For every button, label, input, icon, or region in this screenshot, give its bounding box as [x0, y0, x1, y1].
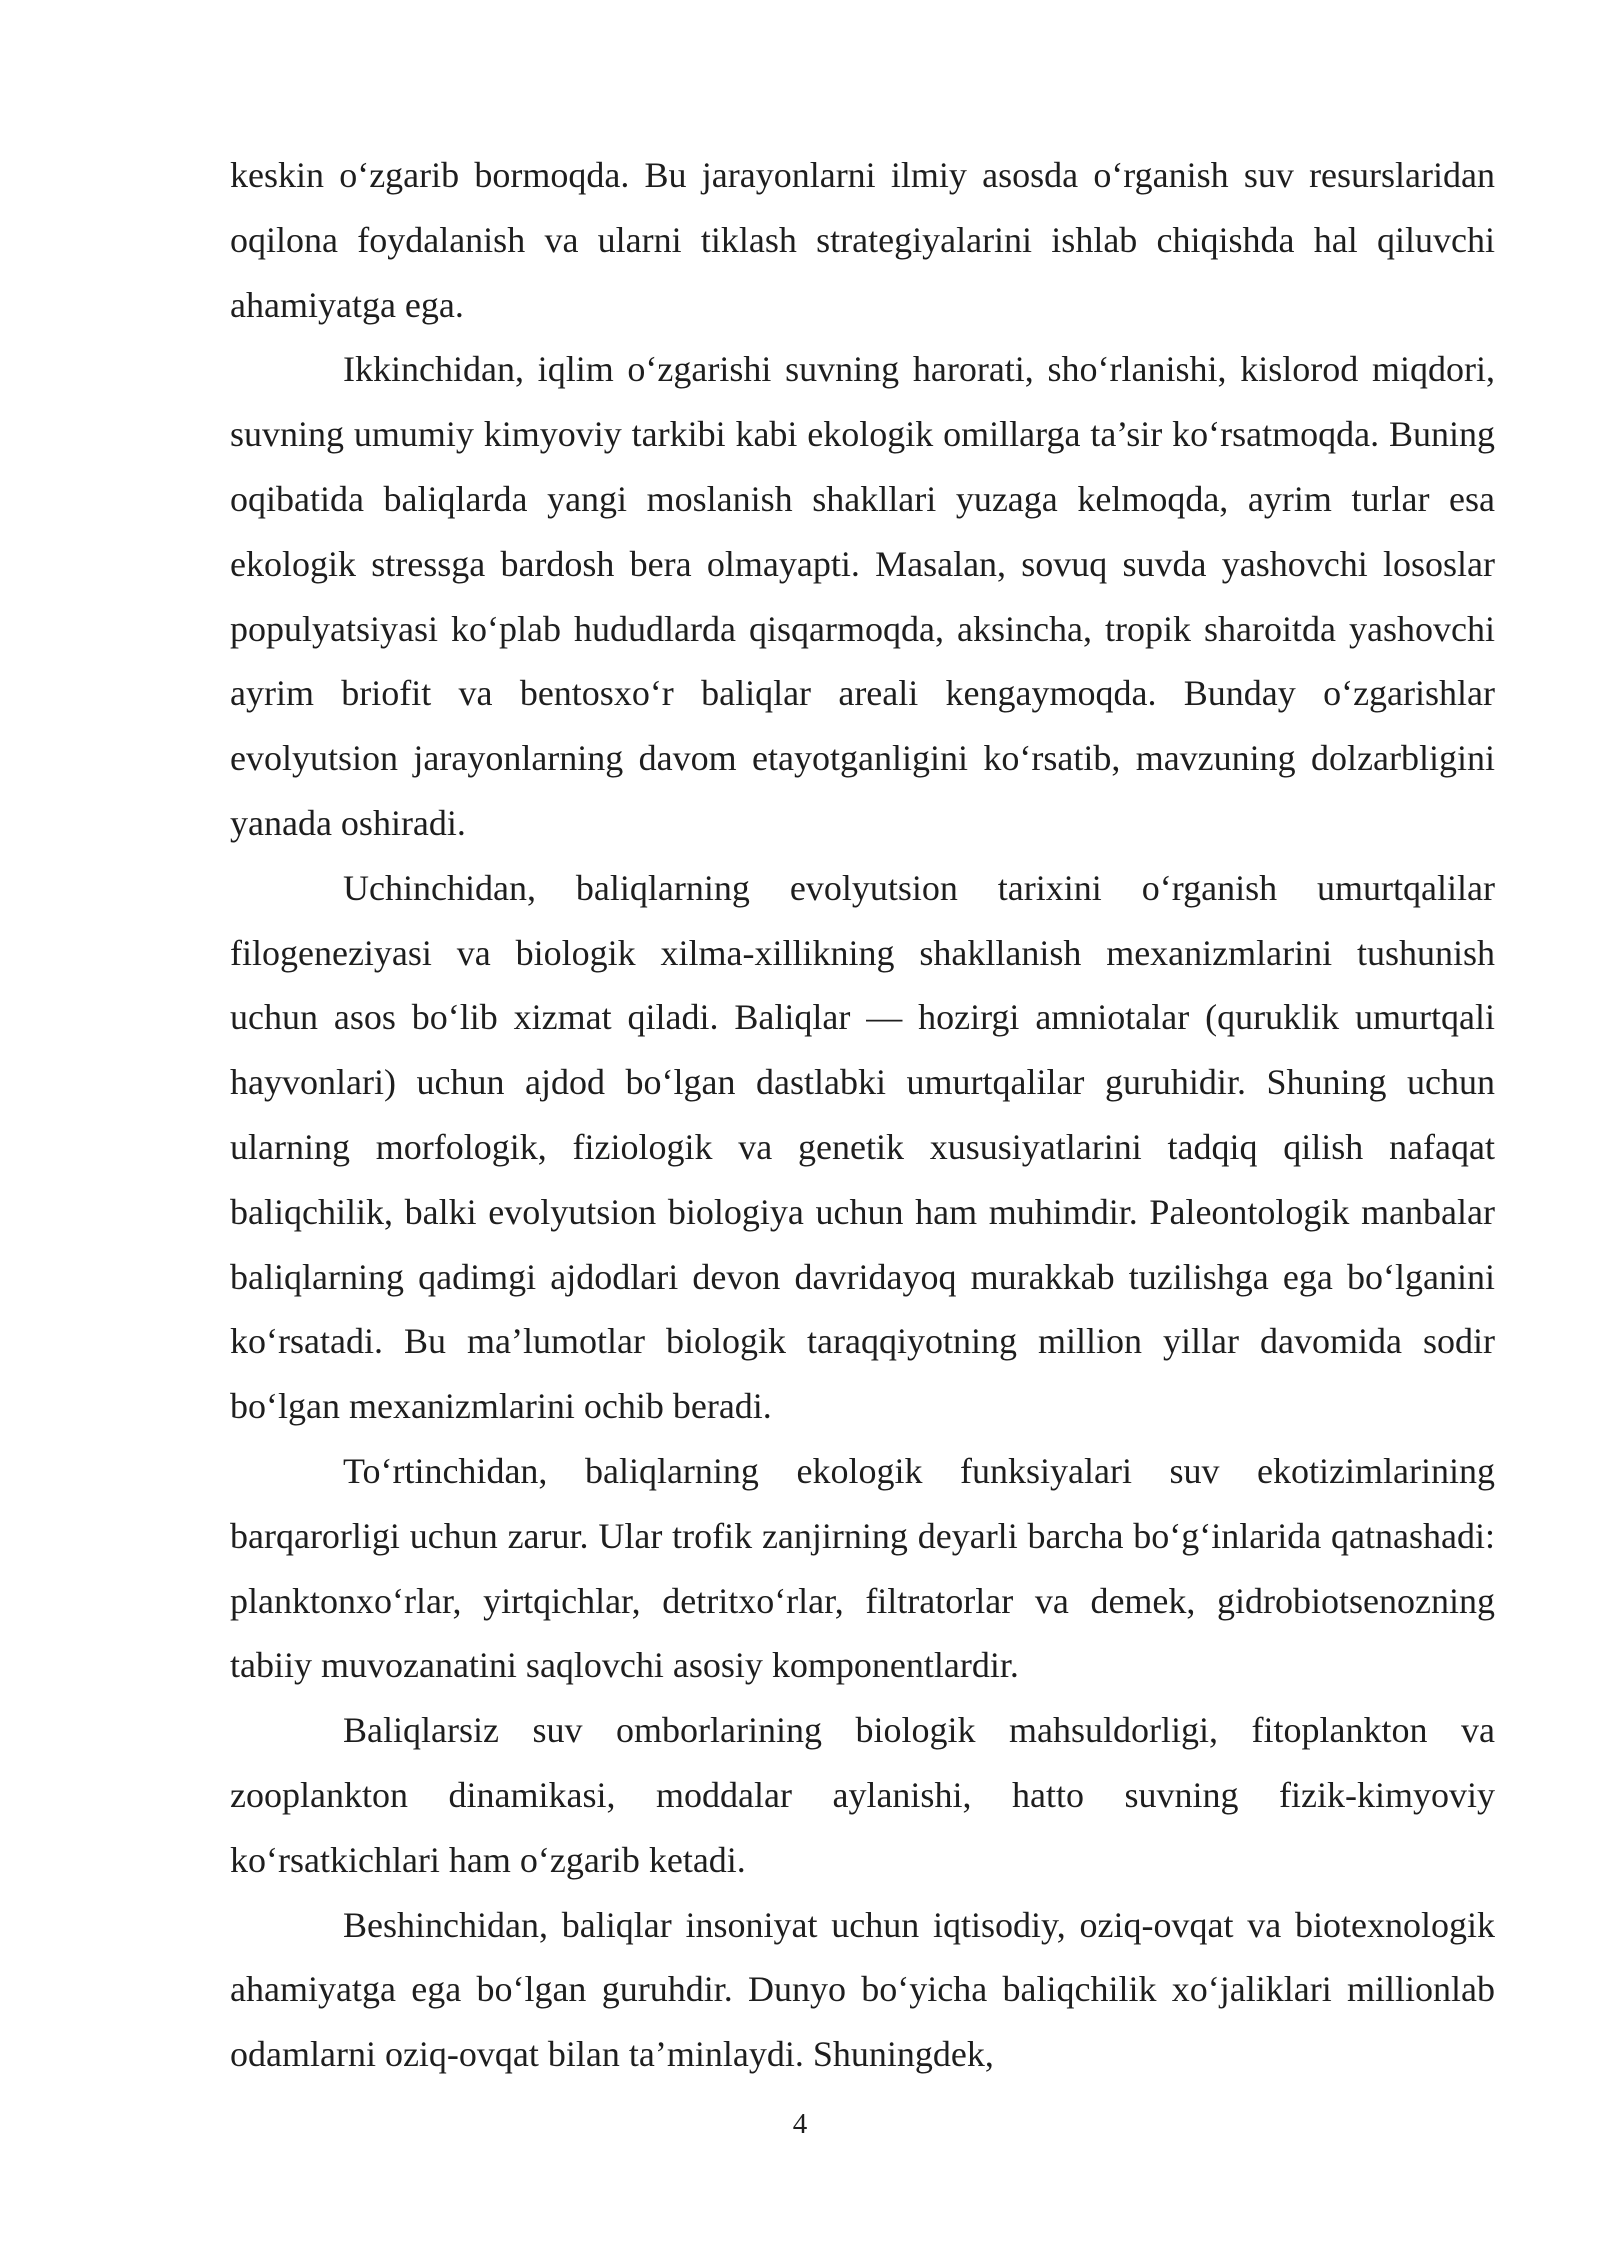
paragraph-continuation: keskin o‘zgarib bormoqda. Bu jarayonlarni ilmiy asosda o‘rganish suv resurslaridan oqilona foydalanish va ularni tiklash strategiyalarini ishlab chiqishda hal qiluvchi ahamiyatga ega.	[230, 155, 1495, 325]
body-text	[230, 143, 1495, 2087]
page-number: 4	[792, 2108, 808, 2140]
paragraph-ikkinchidan: Ikkinchidan, iqlim o‘zgarishi suvning harorati, sho‘rlanishi, kislorod miqdori, suvning umumiy kimyoviy tarkibi kabi ekologik omillarga ta’sir ko‘rsatmoqda. Buning oqibatida baliqlarda yangi moslanish shakllari yuzaga kelmoqda, ayrim turlar esa ekologik stressga bardosh bera olmayapti. Masalan, sovuq suvda yashovchi lososlar populyatsiyasi ko‘plab hududlarda qisqarmoqda, aksincha, tropik sharoitda yashovchi ayrim briofit va bentosxo‘r baliqlar areali kengaymoqda. Bunday o‘zgarishlar evolyutsion jarayonlarning davom etayotganligini ko‘rsatib, mavzuning dolzarbligini yanada oshiradi.	[230, 349, 1495, 843]
paragraph-baliqlarsiz: Baliqlarsiz suv omborlarining biologik mahsuldorligi, fitoplankton va zooplankton dinamikasi, moddalar aylanishi, hatto suvning fizik-kimyoviy ko‘rsatkichlari ham o‘zgarib ketadi.	[230, 1710, 1495, 1880]
paragraph-tortinchidan: To‘rtinchidan, baliqlarning ekologik funksiyalari suv ekotizimlarining barqarorligi uchun zarur. Ular trofik zanjirning deyarli barcha bo‘g‘inlarida qatnashadi: planktonxo‘rlar, yirtqichlar, detritxo‘rlar, filtratorlar va demek, gidrobiotsenozning tabiiy muvozanatini saqlovchi asosiy komponentlardir.	[230, 1450, 1495, 1686]
paragraph-uchinchidan: Uchinchidan, baliqlarning evolyutsion tarixini o‘rganish umurtqalilar filogeneziyasi va biologik xilma-xillikning shakllanish mexanizmlarini tushunish uchun asos bo‘lib xizmat qiladi. Baliqlar — hozirgi amniotalar (quruklik umurtqali hayvonlari) uchun ajdod bo‘lgan dastlabki umurtqalilar guruhidir. Shuning uchun ularning morfologik, fiziologik va genetik xususiyatlarini tadqiq qilish nafaqat baliqchilik, balki evolyutsion biologiya uchun ham muhimdir. Paleontologik manbalar baliqlarning qadimgi ajdodlari devon davridayoq murakkab tuzilishga ega bo‘lganini ko‘rsatadi. Bu ma’lumotlar biologik taraqqiyotning million yillar davomida sodir bo‘lgan mexanizmlarini ochib beradi.	[230, 867, 1495, 1427]
paragraph-beshinchidan: Beshinchidan, baliqlar insoniyat uchun iqtisodiy, oziq-ovqat va biotexnologik ahamiyatga ega bo‘lgan guruhdir. Dunyo bo‘yicha baliqchilik xo‘jaliklari millionlab odamlarni oziq-ovqat bilan ta’minlaydi. Shuningdek,	[230, 1904, 1495, 2075]
